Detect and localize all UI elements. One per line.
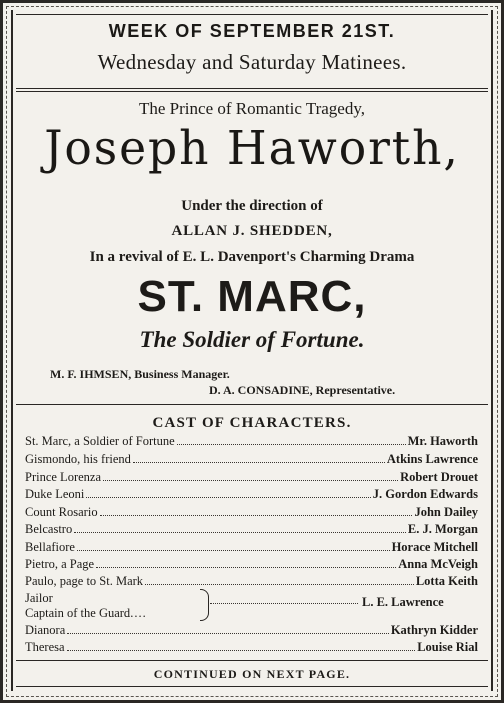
cast-actor: John Dailey: [414, 505, 478, 519]
star-tagline: The Prince of Romantic Tragedy,: [139, 99, 365, 118]
matinees-line: Wednesday and Saturday Matinees.: [97, 50, 407, 74]
cast-role: Gismondo, his friend: [25, 452, 131, 466]
cast-actor: L. E. Lawrence: [362, 595, 444, 609]
leader-dots: [133, 452, 385, 463]
business-manager: M. F. IHMSEN, Business Manager.: [50, 367, 230, 381]
star-name: Joseph Haworth,: [44, 121, 460, 176]
footer-divider: [16, 660, 488, 661]
cast-role: Prince Lorenza: [25, 470, 102, 484]
leader-dots: [210, 603, 358, 604]
leader-dots: [100, 505, 413, 516]
cast-row-shared-2: [25, 606, 147, 623]
cast-role: Theresa: [25, 640, 65, 654]
cast-row: [25, 470, 478, 487]
bottom-rule: [16, 686, 488, 687]
cast-divider: [16, 404, 488, 405]
leader-dots: [177, 434, 406, 445]
cast-actor: Kathryn Kidder: [390, 623, 478, 637]
cast-row: [25, 574, 478, 591]
cast-heading: CAST OF CHARACTERS.: [152, 415, 352, 431]
leader-dots: [86, 487, 370, 498]
leader-dots: [96, 557, 396, 568]
cast-row: [25, 452, 478, 469]
cast-role: Pietro, a Page: [25, 557, 95, 571]
leader-dots-short: ....: [130, 606, 147, 620]
cast-row: [25, 623, 478, 640]
cast-row: [25, 557, 478, 574]
week-heading: WEEK OF SEPTEMBER 21ST.: [108, 21, 396, 41]
top-rule: [16, 14, 488, 15]
cast-actor: Anna McVeigh: [398, 557, 478, 571]
cast-row: [25, 640, 478, 657]
cast-role: Paulo, page to St. Mark: [25, 574, 144, 588]
leader-dots: [67, 623, 389, 634]
cast-row: [25, 522, 478, 539]
cast-row: [25, 434, 478, 451]
cast-role: Count Rosario: [25, 505, 98, 519]
cast-actor: J. Gordon Edwards: [372, 487, 478, 501]
cast-row: [25, 540, 478, 557]
cast-role: Dianora: [25, 623, 66, 637]
leader-dots: [145, 574, 414, 585]
cast-role: Duke Leoni: [25, 487, 85, 501]
brace-bracket: [200, 589, 209, 621]
play-title: ST. MARC,: [137, 272, 367, 321]
cast-actor: E. J. Morgan: [407, 522, 478, 536]
cast-actor: Horace Mitchell: [391, 540, 478, 554]
leader-dots: [103, 470, 398, 481]
cast-role: Captain of the Guard: [25, 606, 131, 620]
representative: D. A. CONSADINE, Representative.: [209, 383, 396, 397]
leader-dots: [67, 640, 416, 651]
cast-actor: Lotta Keith: [415, 574, 478, 588]
cast-actor: Louise Rial: [417, 640, 478, 654]
cast-row: [25, 505, 478, 522]
direction-line: Under the direction of: [181, 198, 323, 214]
cast-actor: Robert Drouet: [400, 470, 478, 484]
play-subtitle: The Soldier of Fortune.: [139, 327, 365, 352]
leader-dots: [74, 522, 406, 533]
cast-role: St. Marc, a Soldier of Fortune: [25, 434, 175, 448]
revival-line: In a revival of E. L. Davenport's Charming Drama: [89, 249, 415, 265]
cast-row: [25, 487, 478, 504]
cast-role: Bellafiore: [25, 540, 75, 554]
continued-note: CONTINUED ON NEXT PAGE.: [153, 667, 351, 681]
leader-dots: [77, 540, 390, 551]
cast-role: Jailor: [25, 591, 53, 605]
cast-actor: Mr. Haworth: [407, 434, 478, 448]
header-divider: [16, 88, 488, 89]
cast-actor: Atkins Lawrence: [386, 452, 478, 466]
manager-name: ALLAN J. SHEDDEN,: [171, 223, 333, 239]
cast-role: Belcastro: [25, 522, 73, 536]
